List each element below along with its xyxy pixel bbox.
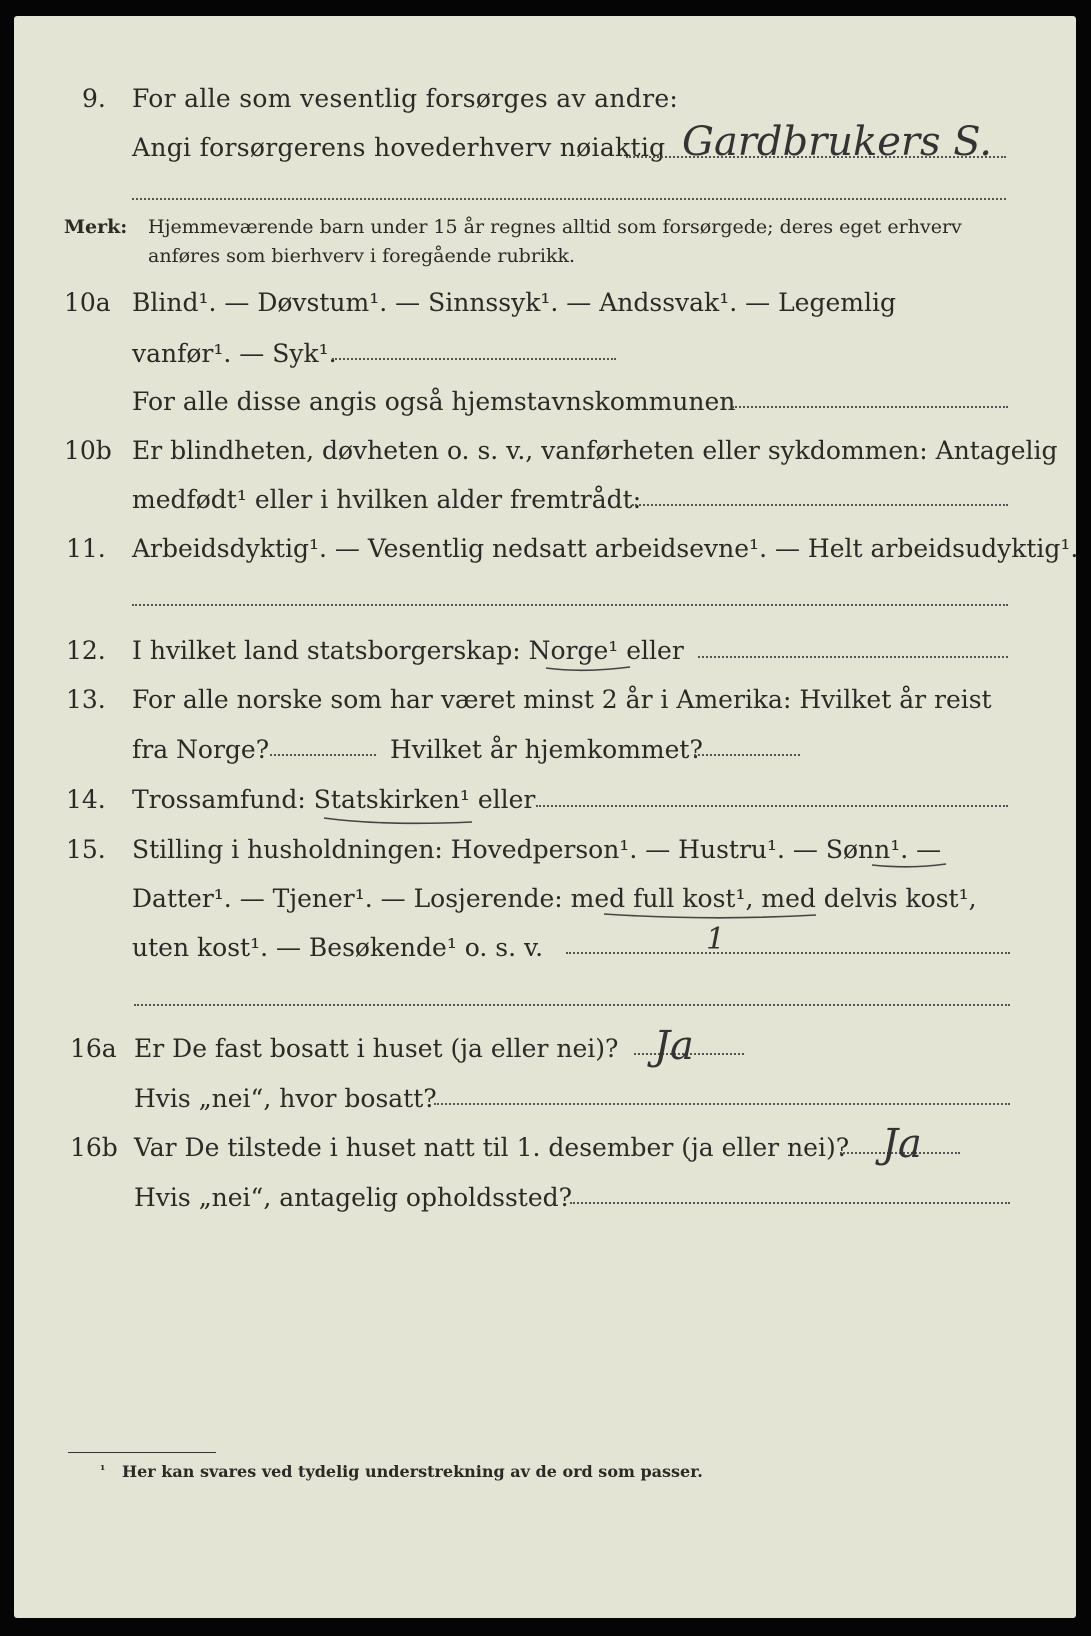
q15-line3: uten kost¹. — Besøkende¹ o. s. v. (132, 933, 544, 962)
merk-line2: anføres som bierhverv i foregående rubrikk. (148, 245, 576, 267)
q16b-handwritten-answer: Ja (882, 1121, 922, 1167)
q10b-answer-line (632, 504, 1008, 506)
q16b-number: 16b (70, 1133, 118, 1162)
q13-line2a: fra Norge? (132, 735, 270, 764)
q10a-line3: For alle disse angis også hjemstavnskommunen (132, 387, 736, 416)
q9-line1: For alle som vesentlig forsørges av andre: (132, 84, 679, 113)
footnote-text: Her kan svares ved tydelig understrekning av de ord som passer. (122, 1462, 703, 1481)
q15-line1: Stilling i husholdningen: Hovedperson¹. — Hustru¹. — Sønn¹. — (132, 835, 942, 864)
q9-blank-line (132, 198, 1006, 200)
q15-answer-line (566, 952, 1010, 954)
q10a-home-line (732, 406, 1008, 408)
census-form-page (14, 16, 1079, 1618)
q12-norge-underline (544, 664, 634, 674)
merk-line1: Hjemmeværende barn under 15 år regnes alltid som forsørgede; deres eget erhverv (148, 216, 962, 238)
q10b-number: 10b (64, 436, 112, 465)
q13-line1: For alle norske som har været minst 2 år i Amerika: Hvilket år reist (132, 685, 992, 714)
q16a-handwritten-answer: Ja (654, 1023, 694, 1069)
q14-answer-line (536, 805, 1008, 807)
q15-number: 15. (66, 835, 106, 864)
q10a-line1: Blind¹. — Døvstum¹. — Sinnssyk¹. — Andssvak¹. — Legemlig (132, 288, 896, 317)
q13-line2b: Hvilket år hjemkommet? (390, 735, 703, 764)
q10a-number: 10a (64, 288, 111, 317)
q9-line2: Angi forsørgerens hovederhverv nøiaktig (132, 133, 666, 162)
q16b-line1: Var De tilstede i huset natt til 1. desember (ja eller nei)? (134, 1133, 850, 1162)
q14-statskirken-underline (322, 812, 482, 828)
q15-handwritten-mark: 1 (706, 922, 726, 957)
q12-number: 12. (66, 636, 106, 665)
q11-line1: Arbeidsdyktig¹. — Vesentlig nedsatt arbeidsevne¹. — Helt arbeidsudyktig¹. (132, 534, 1079, 563)
merk-label: Merk: (64, 216, 128, 238)
q13-number: 13. (66, 685, 106, 714)
q15-sonn-underline (870, 861, 950, 871)
q13-reist-line (270, 754, 376, 756)
q16b-line2: Hvis „nei“, antagelig opholdssted? (134, 1183, 573, 1212)
q10b-line2: medfødt¹ eller i hvilken alder fremtrådt: (132, 485, 642, 514)
q16a-line1: Er De fast bosatt i huset (ja eller nei)? (134, 1034, 619, 1063)
footnote-rule (68, 1452, 216, 1453)
q16a-line2: Hvis „nei“, hvor bosatt? (134, 1084, 437, 1113)
q9-number: 9. (82, 84, 106, 113)
q16a-where-line (434, 1103, 1010, 1105)
q12-line1: I hvilket land statsborgerskap: Norge¹ eller (132, 636, 684, 665)
q16b-where-line (570, 1202, 1010, 1204)
footnote-marker: ¹ (100, 1463, 106, 1477)
q9-handwritten-answer: Gardbrukers S. (682, 119, 992, 165)
q14-line1: Trossamfund: Statskirken¹ eller (132, 785, 536, 814)
q10b-line1: Er blindheten, døvheten o. s. v., vanførheten eller sykdommen: Antagelig (132, 436, 1058, 465)
q12-answer-line (698, 656, 1008, 658)
q10a-answer-line (332, 358, 616, 360)
q11-number: 11. (66, 534, 106, 563)
q10a-line2: vanfør¹. — Syk¹. (132, 339, 337, 368)
q14-number: 14. (66, 785, 106, 814)
q11-blank-line (132, 604, 1008, 606)
q15-line2: Datter¹. — Tjener¹. — Losjerende: med full kost¹, med delvis kost¹, (132, 884, 977, 913)
q16a-number: 16a (70, 1034, 117, 1063)
q13-hjem-line (694, 754, 800, 756)
q15-blank-line (134, 1004, 1010, 1006)
